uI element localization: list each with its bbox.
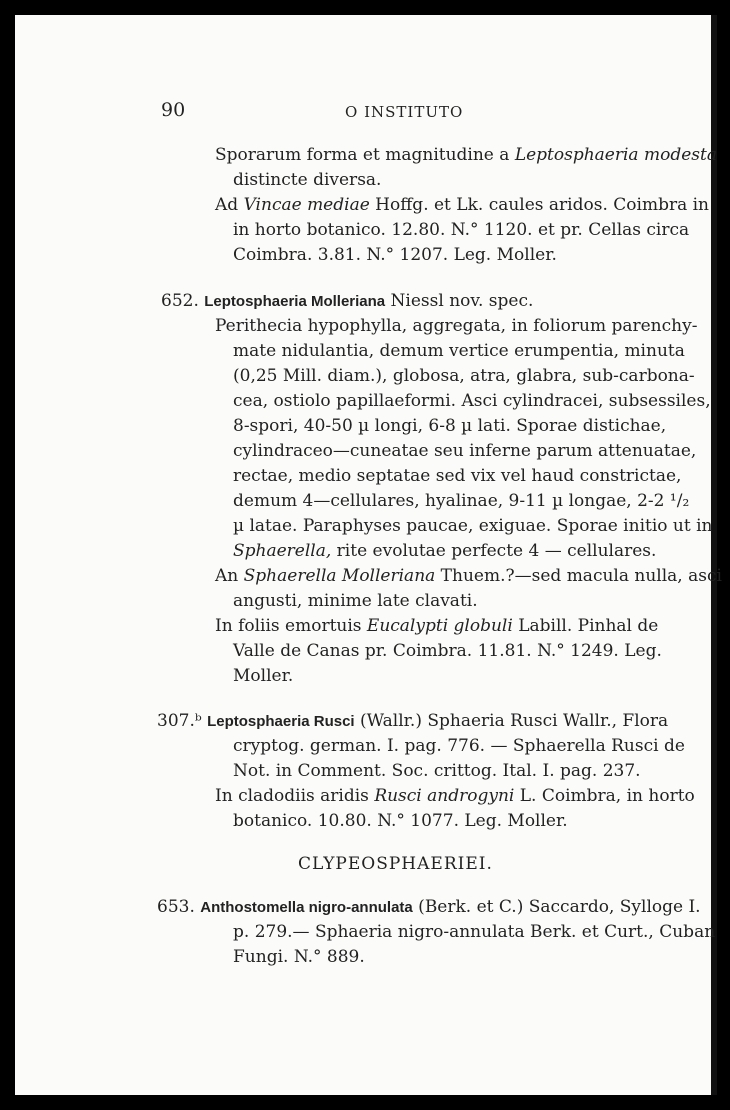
entry-number: 653.	[157, 897, 195, 917]
entry-heading-307b	[157, 709, 668, 734]
species-heading: Anthostomella nigro-annulata	[200, 899, 413, 916]
text-line	[215, 193, 709, 217]
text-line: cylindraceo—cuneatae seu inferne parum attenuatae,	[233, 441, 697, 461]
text-span: L. Coimbra, in horto	[514, 786, 695, 806]
text-line: Fungi. N.° 889.	[233, 947, 365, 967]
species-name: Rusci androgyni	[374, 786, 515, 806]
text-span: (Berk. et C.) Saccardo, Sylloge I.	[412, 897, 701, 917]
text-line	[233, 539, 656, 563]
text-line: cea, ostiolo papillaeformi. Asci cylindracei, subsessiles,	[233, 391, 711, 411]
text-span: (Wallr.) Sphaeria Rusci Wallr., Flora	[354, 711, 669, 731]
text-line: botanico. 10.80. N.° 1077. Leg. Moller.	[233, 811, 568, 831]
text-span: In cladodiis aridis	[215, 786, 375, 806]
species-heading: Leptosphaeria Rusci	[207, 713, 355, 730]
text-span: Labill. Pinhal de	[512, 616, 659, 636]
text-line: in horto botanico. 12.80. N.° 1120. et pr. Cellas circa	[233, 220, 690, 240]
text-line: Moller.	[233, 666, 294, 686]
text-span: rite evolutae perfecte 4 — cellulares.	[331, 541, 657, 561]
entry-number: 652.	[161, 291, 199, 311]
running-title: O INSTITUTO	[345, 103, 464, 121]
text-line: p. 279.— Sphaeria nigro-annulata Berk. et Curt., Cuban	[233, 922, 716, 942]
text-line: distincte diversa.	[233, 170, 382, 190]
page-number: 90	[161, 99, 186, 121]
text-line: Coimbra. 3.81. N.° 1207. Leg. Moller.	[233, 245, 557, 265]
text-line: Valle de Canas pr. Coimbra. 11.81. N.° 1249. Leg.	[233, 641, 662, 661]
text-span: Sporarum forma et magnitudine a	[215, 145, 515, 165]
species-heading: Leptosphaeria Molleriana	[204, 293, 386, 310]
text-line: rectae, medio septatae sed vix vel haud constrictae,	[233, 466, 682, 486]
text-line: (0,25 Mill. diam.), globosa, atra, glabra, sub-carbona-	[233, 366, 695, 386]
text-line	[215, 614, 658, 638]
book-page	[15, 15, 722, 1095]
species-name: Sphaerella Molleriana	[243, 566, 436, 586]
text-line: 8-spori, 40-50 µ longi, 6-8 µ lati. Sporae distichae,	[233, 416, 667, 436]
entry-number: 307.ᵇ	[157, 711, 202, 731]
section-title: CLYPEOSPHAERIEI.	[298, 854, 493, 874]
text-line	[215, 564, 722, 588]
text-span: Hoffg. et Lk. caules aridos. Coimbra in	[369, 195, 710, 215]
text-span: Ad	[215, 195, 244, 215]
text-line: Not. in Comment. Soc. crittog. Ital. I. pag. 237.	[233, 761, 641, 781]
text-span: Thuem.?—sed macula nulla, asci	[435, 566, 722, 586]
text-line: µ latae. Paraphyses paucae, exiguae. Sporae initio ut in	[233, 516, 713, 536]
species-name: Leptosphaeria modesta	[514, 145, 717, 165]
genus-name: Sphaerella,	[233, 541, 332, 561]
text-span: Niessl nov. spec.	[385, 291, 534, 311]
text-span: In foliis emortuis	[215, 616, 367, 636]
text-span: An	[215, 566, 244, 586]
species-name: Vincae mediae	[243, 195, 370, 215]
text-line: angusti, minime late clavati.	[233, 591, 478, 611]
text-line: cryptog. german. I. pag. 776. — Sphaerella Rusci de	[233, 736, 685, 756]
text-line: Perithecia hypophylla, aggregata, in foliorum parenchy-	[215, 316, 698, 336]
text-line	[215, 784, 695, 808]
text-line: mate nidulantia, demum vertice erumpentia, minuta	[233, 341, 685, 361]
entry-heading-653	[157, 895, 701, 920]
text-line	[215, 143, 717, 167]
species-name: Eucalypti globuli	[366, 616, 513, 636]
text-line: demum 4—cellulares, hyalinae, 9-11 µ longae, 2-2 ¹/₂	[233, 491, 690, 511]
entry-heading-652	[161, 289, 533, 314]
